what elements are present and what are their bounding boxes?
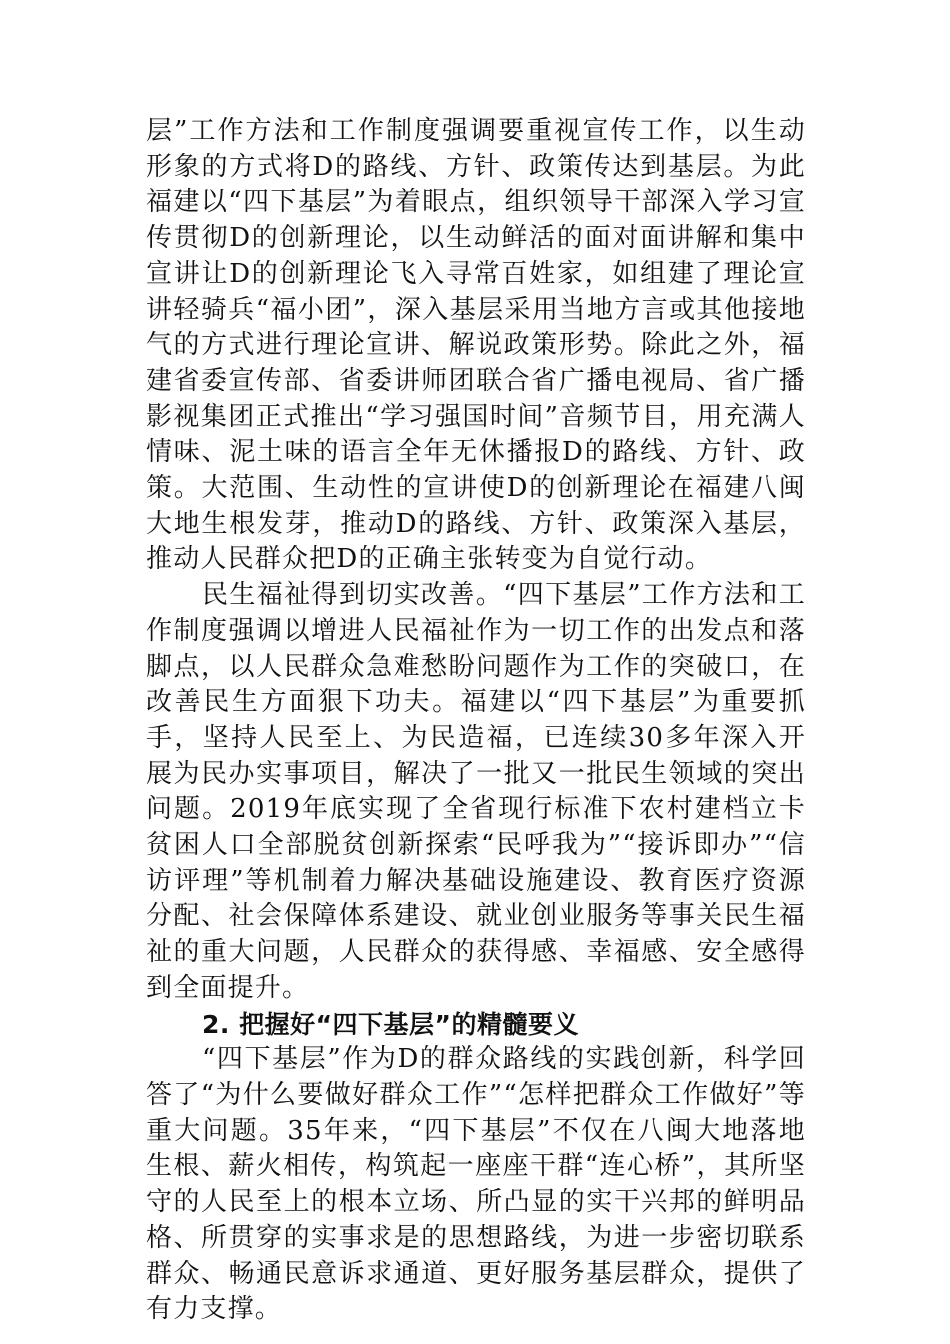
body-paragraph: “四下基层”作为D的群众路线的实践创新，科学回答了“为什么要做好群众工作”“怎样把群众工作做好”等重大问题。35年来，“四下基层”不仅在八闽大地落地生根、薪火相传，构筑起一座座干群“连心桥”，其所坚守的人民至上的根本立场、所凸显的实干兴邦的鲜明品格、所贯穿的实事求是的思想路线，为进一步密切联系群众、畅通民意诉求通道、更好服务基层群众，提供了有力支撑。 bbox=[146, 1044, 806, 1325]
body-paragraph: 层”工作方法和工作制度强调要重视宣传工作，以生动形象的方式将D的路线、方针、政策传达到基层。为此福建以“四下基层”为着眼点，组织领导干部深入学习宣传贯彻D的创新理论，以生动鲜活的面对面讲解和集中宣讲让D的创新理论飞入寻常百姓家，如组建了理论宣讲轻骑兵“福小团”，深入基层采用当地方言或其他接地气的方式进行理论宣讲、解说政策形势。除此之外，福建省委宣传部、省委讲师团联合省广播电视局、省广播影视集团正式推出“学习强国时间”音频节目，用充满人情味、泥土味的语言全年无休播报D的路线、方针、政策。大范围、生动性的宣讲使D的创新理论在福建八闽大地生根发芽，推动D的路线、方针、政策深入基层，推动人民群众把D的正确主张转变为自觉行动。 bbox=[146, 116, 806, 575]
document-body bbox=[146, 114, 806, 1328]
section-heading: 2. 把握好“四下基层”的精髓要义 bbox=[202, 1009, 579, 1039]
body-paragraph: 民生福祉得到切实改善。“四下基层”工作方法和工作制度强调以增进人民福祉作为一切工作的出发点和落脚点，以人民群众急难愁盼问题作为工作的突破口，在改善民生方面狠下功夫。福建以“四下基层”为重要抓手，坚持人民至上、为民造福，已连续30多年深入开展为民办实事项目，解决了一批又一批民生领域的突出问题。2019年底实现了全省现行标准下农村建档立卡贫困人口全部脱贫创新探索“民呼我为”“接诉即办”“信访评理”等机制着力解决基础设施建设、教育医疗资源分配、社会保障体系建设、就业创业服务等事关民生福祉的重大问题，人民群众的获得感、幸福感、安全感得到全面提升。 bbox=[146, 580, 806, 1003]
